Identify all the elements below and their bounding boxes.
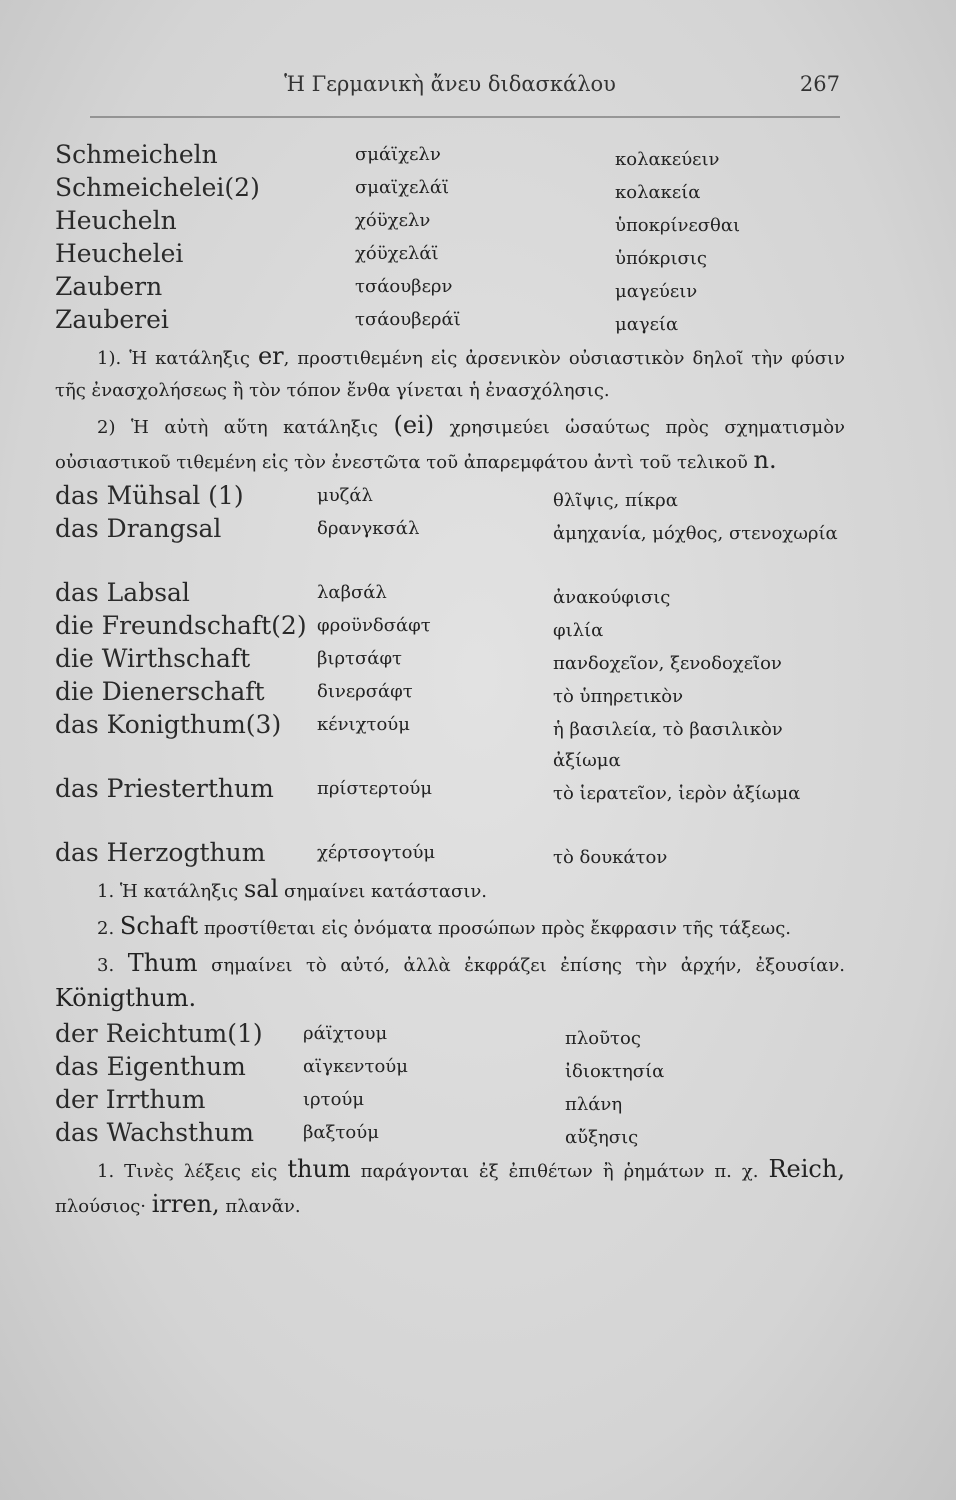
- german-word: das Priesterthum: [55, 774, 274, 803]
- greek-meaning: ἰδιοκτησία: [565, 1061, 665, 1082]
- greek-meaning: ἡ βασιλεία, τὸ βασιλικὸν ἀξίωμα: [553, 719, 783, 771]
- transcription: ράϊχτουμ: [303, 1023, 388, 1044]
- footnote-1: 1). Ἡ κατάληξις er, προστιθεμένη εἰς ἀρσενικὸν οὐσιαστικὸν δηλοῖ τὴν φύσιν τῆς ἐνασχολήσεως ἢ τὸν τόπον ἔνθα γίνεται ἡ ἐνασχόλησις.: [55, 342, 845, 401]
- table-row: [55, 305, 845, 338]
- latin-term: Reich,: [768, 1155, 845, 1183]
- table-row: [55, 173, 845, 206]
- table-row: [55, 206, 845, 239]
- vocabulary-table-2: [55, 481, 845, 871]
- german-word: Zauberei: [55, 305, 169, 334]
- table-row: [55, 514, 845, 578]
- latin-term: Thum: [127, 949, 198, 977]
- german-word: der Irrthum: [55, 1085, 206, 1114]
- table-row: [55, 1019, 845, 1052]
- note-thum: 3. Thum σημαίνει τὸ αὐτό, ἀλλὰ ἐκφράζει ἐπίσης τὴν ἀρχήν, ἐξουσίαν. Königthum.: [55, 949, 845, 1012]
- footnote-2: 2) Ἡ αὐτὴ αὕτη κατάληξις (ei) χρησιμεύει ὡσαύτως πρὸς σχηματισμὸν οὐσιαστικοῦ τιθεμένη εἰς τὸν ἐνεστῶτα τοῦ ἀπαρεμφάτου ἀντὶ τοῦ τελικοῦ n.: [55, 411, 845, 474]
- page-header: [60, 72, 840, 106]
- greek-meaning: κολακεύειν: [615, 149, 720, 170]
- german-word: Schmeicheln: [55, 140, 218, 169]
- latin-term: Schaft: [119, 912, 199, 940]
- greek-meaning: θλῖψις, πίκρα: [553, 490, 678, 511]
- header-rule: [90, 116, 840, 118]
- table-row: [55, 774, 845, 838]
- german-word: Heucheln: [55, 206, 177, 235]
- note-schaft: 2. Schaft προστίθεται εἰς ὀνόματα προσώπων πρὸς ἔκφρασιν τῆς τάξεως.: [97, 912, 792, 940]
- greek-meaning: μαγεία: [615, 314, 679, 335]
- german-word: das Herzogthum: [55, 838, 266, 867]
- page-body: [55, 140, 845, 1225]
- transcription: τσάουβεράϊ: [355, 309, 461, 330]
- greek-meaning: τὸ δουκάτον: [553, 847, 668, 868]
- german-word: die Dienerschaft: [55, 677, 265, 706]
- greek-meaning: αὔξησις: [565, 1127, 639, 1148]
- latin-term: Königthum.: [55, 984, 197, 1012]
- german-word: Heuchelei: [55, 239, 184, 268]
- table-row: [55, 1118, 845, 1151]
- greek-meaning: τὸ ὑπηρετικὸν: [553, 686, 684, 707]
- latin-term: n.: [753, 446, 777, 474]
- german-word: das Mühsal (1): [55, 481, 244, 510]
- transcription: λαβσάλ: [317, 582, 387, 603]
- german-word: die Wirthschaft: [55, 644, 251, 673]
- latin-term: irren,: [151, 1190, 220, 1218]
- transcription: δρανγκσάλ: [317, 518, 420, 539]
- greek-meaning: μαγεύειν: [615, 281, 698, 302]
- transcription: χέρτσογτούμ: [317, 842, 436, 863]
- german-word: die Freundschaft(2): [55, 611, 307, 640]
- greek-meaning: πλοῦτος: [565, 1028, 641, 1049]
- table-row: [55, 710, 845, 774]
- running-title: Ἡ Γερμανικὴ ἄνευ διδασκάλου: [284, 72, 616, 96]
- page-number: 267: [799, 72, 840, 96]
- transcription: αϊγκεντούμ: [303, 1056, 408, 1077]
- latin-term: sal: [243, 875, 279, 903]
- german-word: das Labsal: [55, 578, 190, 607]
- note-final: 1. Τινὲς λέξεις εἰς thum παράγονται ἐξ ἐπιθέτων ἢ ῥημάτων π. χ. Reich, πλούσιος· irren, πλανᾶν.: [55, 1155, 845, 1218]
- greek-meaning: πανδοχεῖον, ξενοδοχεῖον: [553, 653, 782, 674]
- german-word: das Konigthum(3): [55, 710, 282, 739]
- latin-term: thum: [287, 1155, 351, 1183]
- table-row: [55, 239, 845, 272]
- table-row: [55, 481, 845, 514]
- transcription: κένιχτούμ: [317, 714, 410, 735]
- german-word: das Wachsthum: [55, 1118, 254, 1147]
- table-row: [55, 1085, 845, 1118]
- transcription: τσάουβερν: [355, 276, 453, 297]
- transcription: δινερσάφτ: [317, 681, 413, 702]
- table-row: [55, 838, 845, 871]
- greek-meaning: φιλία: [553, 620, 604, 641]
- transcription: μυζάλ: [317, 485, 373, 506]
- greek-meaning: ἀνακούφισις: [553, 587, 671, 608]
- table-row: [55, 644, 845, 677]
- greek-meaning: πλάνη: [565, 1094, 623, 1115]
- transcription: χόϋχελάϊ: [355, 243, 439, 264]
- german-word: Zaubern: [55, 272, 163, 301]
- transcription: πρίστερτούμ: [317, 778, 433, 799]
- vocabulary-table-3: [55, 1019, 845, 1151]
- transcription: σμαϊχελάϊ: [355, 177, 450, 198]
- table-row: [55, 272, 845, 305]
- transcription: φροϋνδσάφτ: [317, 615, 431, 636]
- table-row: [55, 1052, 845, 1085]
- table-row: [55, 140, 845, 173]
- greek-meaning: τὸ ἱερατεῖον, ἱερὸν ἀξίωμα: [553, 783, 801, 804]
- greek-meaning: ἀμηχανία, μόχθος, στενοχωρία: [553, 523, 838, 544]
- german-word: das Eigenthum: [55, 1052, 246, 1081]
- transcription: ιρτούμ: [303, 1089, 365, 1110]
- transcription: βιρτσάφτ: [317, 648, 403, 669]
- table-row: [55, 611, 845, 644]
- vocabulary-table-1: [55, 140, 845, 338]
- latin-term: (ei): [393, 411, 435, 439]
- transcription: σμάϊχελν: [355, 144, 441, 165]
- note-sal: 1. Ἡ κατάληξις sal σημαίνει κατάστασιν.: [97, 875, 487, 903]
- table-row: [55, 677, 845, 710]
- transcription: χόϋχελν: [355, 210, 431, 231]
- greek-meaning: ὑπόκρισις: [615, 248, 707, 269]
- transcription: βαξτούμ: [303, 1122, 379, 1143]
- german-word: das Drangsal: [55, 514, 222, 543]
- german-word: der Reichtum(1): [55, 1019, 263, 1048]
- table-row: [55, 578, 845, 611]
- greek-meaning: ὑποκρίνεσθαι: [615, 215, 741, 236]
- german-word: Schmeichelei(2): [55, 173, 260, 202]
- greek-meaning: κολακεία: [615, 182, 701, 203]
- latin-term: er: [257, 342, 284, 370]
